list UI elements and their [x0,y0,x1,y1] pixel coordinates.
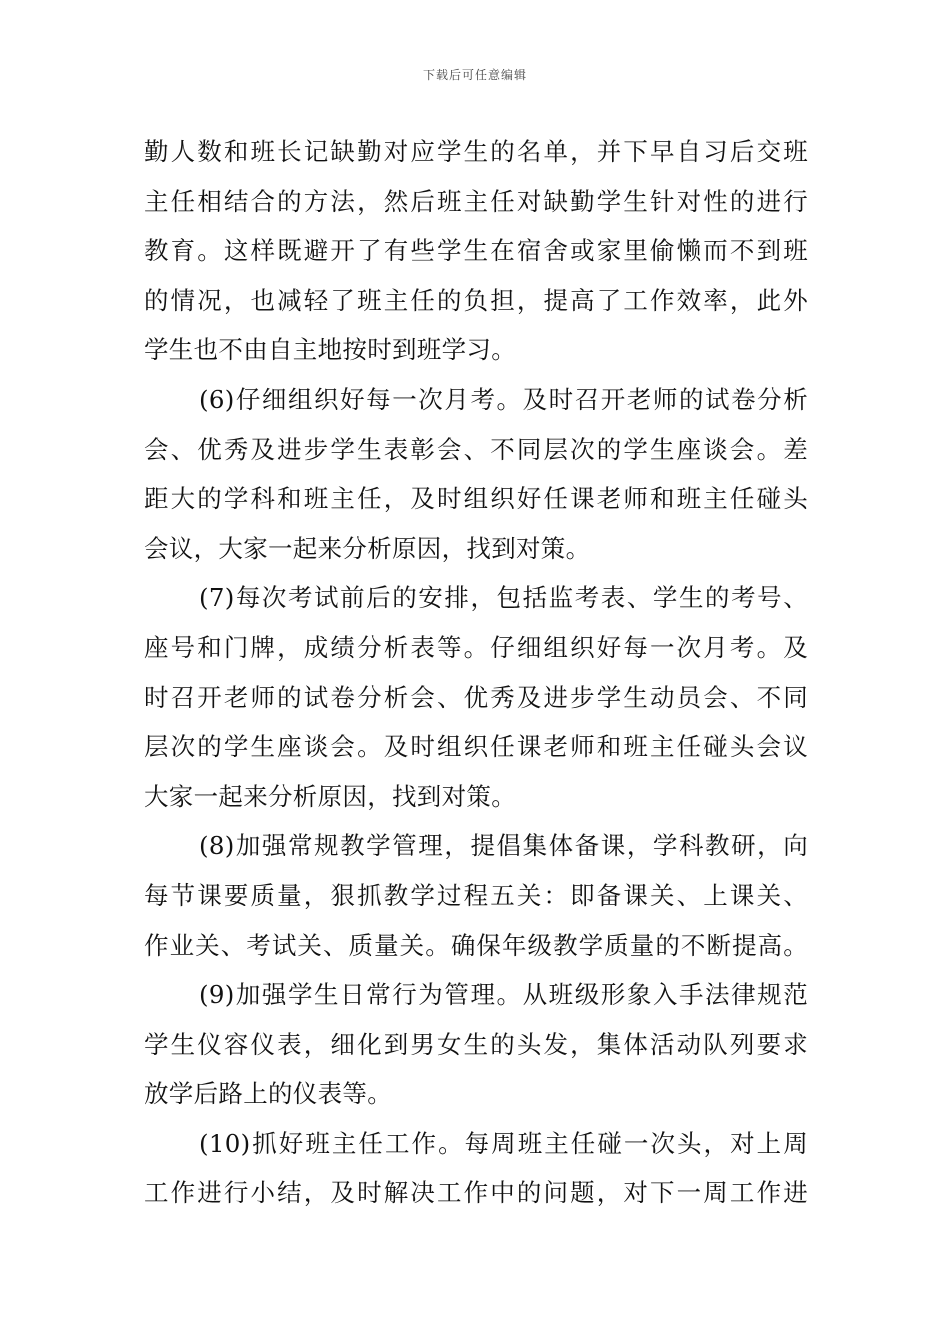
text-line: 会、优秀及进步学生表彰会、不同层次的学生座谈会。差 [144,434,808,464]
paragraph-start-line: (8)加强常规教学管理，提倡集体备课，学科教研，向 [199,831,808,861]
text-line: 距大的学科和班主任，及时组织好任课老师和班主任碰头 [144,484,808,514]
text-line: 大家一起来分析原因，找到对策。 [144,781,516,811]
page-header: 下载后可任意编辑 [422,68,527,82]
paragraph-start-line: (10)抓好班主任工作。每周班主任碰一次头，对上周 [199,1128,808,1158]
text-line: 会议，大家一起来分析原因，找到对策。 [144,533,591,563]
text-line: 作业关、考试关、质量关。确保年级教学质量的不断提高。 [144,930,808,960]
text-line: 座号和门牌，成绩分析表等。仔细组织好每一次月考。及 [144,632,808,662]
text-line: 层次的学生座谈会。及时组织任课老师和班主任碰头会议 [144,732,808,762]
document-body [144,127,808,1218]
text-line: 工作进行小结，及时解决工作中的问题，对下一周工作进 [144,1178,808,1208]
text-line: 学生仪容仪表，细化到男女生的头发，集体活动队列要求 [144,1029,808,1059]
paragraph-start-line: (6)仔细组织好每一次月考。及时召开老师的试卷分析 [199,384,808,414]
text-line: 时召开老师的试卷分析会、优秀及进步学生动员会、不同 [144,682,808,712]
text-line: 教育。这样既避开了有些学生在宿舍或家里偷懒而不到班 [144,236,808,266]
text-line: 放学后路上的仪表等。 [144,1079,392,1109]
text-line: 勤人数和班长记缺勤对应学生的名单，并下早自习后交班 [144,137,808,166]
text-line: 主任相结合的方法，然后班主任对缺勤学生针对性的进行 [144,186,808,216]
text-line: 的情况，也减轻了班主任的负担，提高了工作效率，此外 [144,285,808,315]
text-line: 每节课要质量，狠抓教学过程五关：即备课关、上课关、 [144,880,808,910]
paragraph-start-line: (7)每次考试前后的安排，包括监考表、学生的考号、 [199,583,808,613]
text-line: 学生也不由自主地按时到班学习。 [144,335,516,365]
paragraph-start-line: (9)加强学生日常行为管理。从班级形象入手法律规范 [199,980,808,1010]
